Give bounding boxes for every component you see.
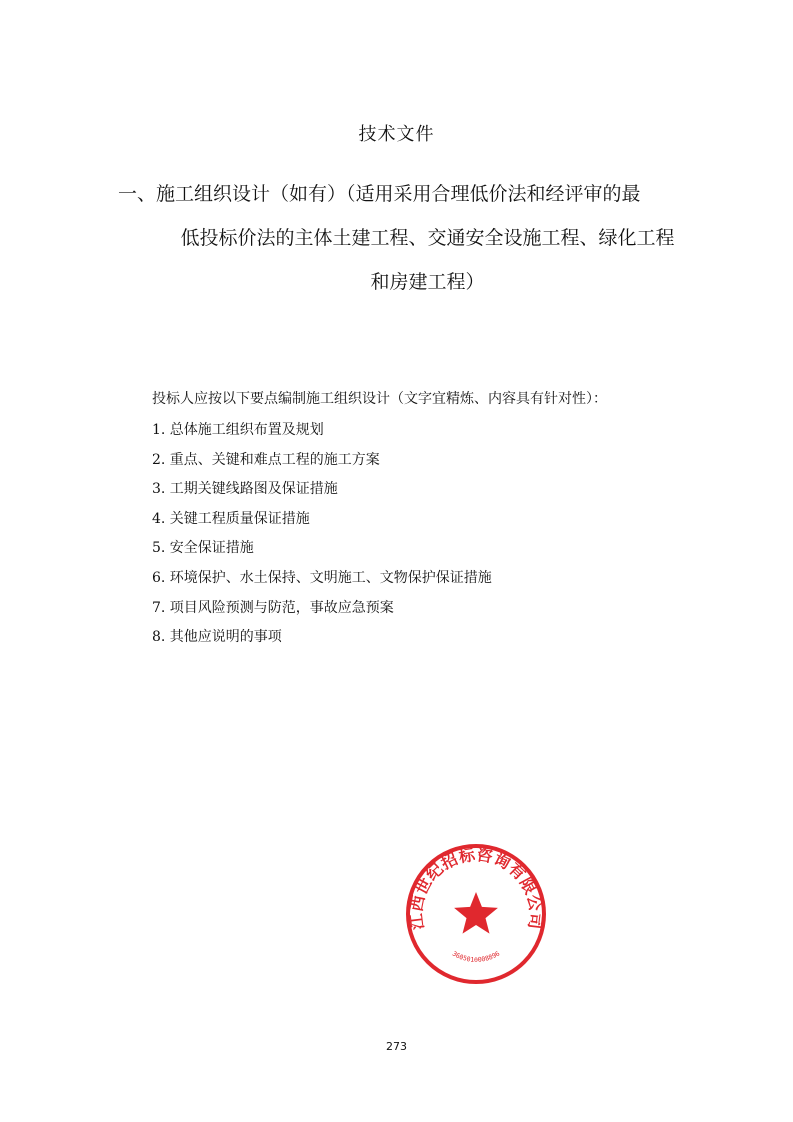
list-item: 6. 环境保护、水土保持、文明施工、文物保护保证措施: [152, 569, 492, 586]
intro-paragraph: 投标人应按以下要点编制施工组织设计（文字宜精炼、内容具有针对性）：: [152, 391, 607, 407]
list-item: 4. 关键工程质量保证措施: [152, 510, 310, 527]
list-item: 2. 重点、关键和难点工程的施工方案: [152, 451, 380, 468]
section-heading-line-1: 一、施工组织设计（如有）（适用采用合理低价法和经评审的最: [118, 183, 641, 205]
document-title: 技术文件: [358, 124, 435, 145]
page-number: 273: [386, 1040, 407, 1053]
section-heading-line-3: 和房建工程）: [370, 271, 485, 293]
star-icon: [454, 892, 498, 934]
company-seal: [405, 843, 547, 985]
seal-code: 3605010008896: [450, 949, 502, 964]
list-item: 3. 工期关键线路图及保证措施: [152, 481, 338, 498]
list-item: 8. 其他应说明的事项: [152, 629, 282, 646]
svg-text:3605010008896: [451, 950, 501, 964]
requirements-list: [152, 420, 492, 657]
section-heading: [118, 172, 703, 304]
list-item: 5. 安全保证措施: [152, 540, 254, 557]
list-item: 7. 项目风险预测与防范，事故应急预案: [152, 599, 394, 616]
section-heading-line-2: 低投标价法的主体土建工程、交通安全设施工程、绿化工程: [180, 227, 675, 249]
seal-text: 江西世纪招标咨询有限公司: [406, 844, 546, 931]
list-item: 1. 总体施工组织布置及规划: [152, 422, 324, 438]
